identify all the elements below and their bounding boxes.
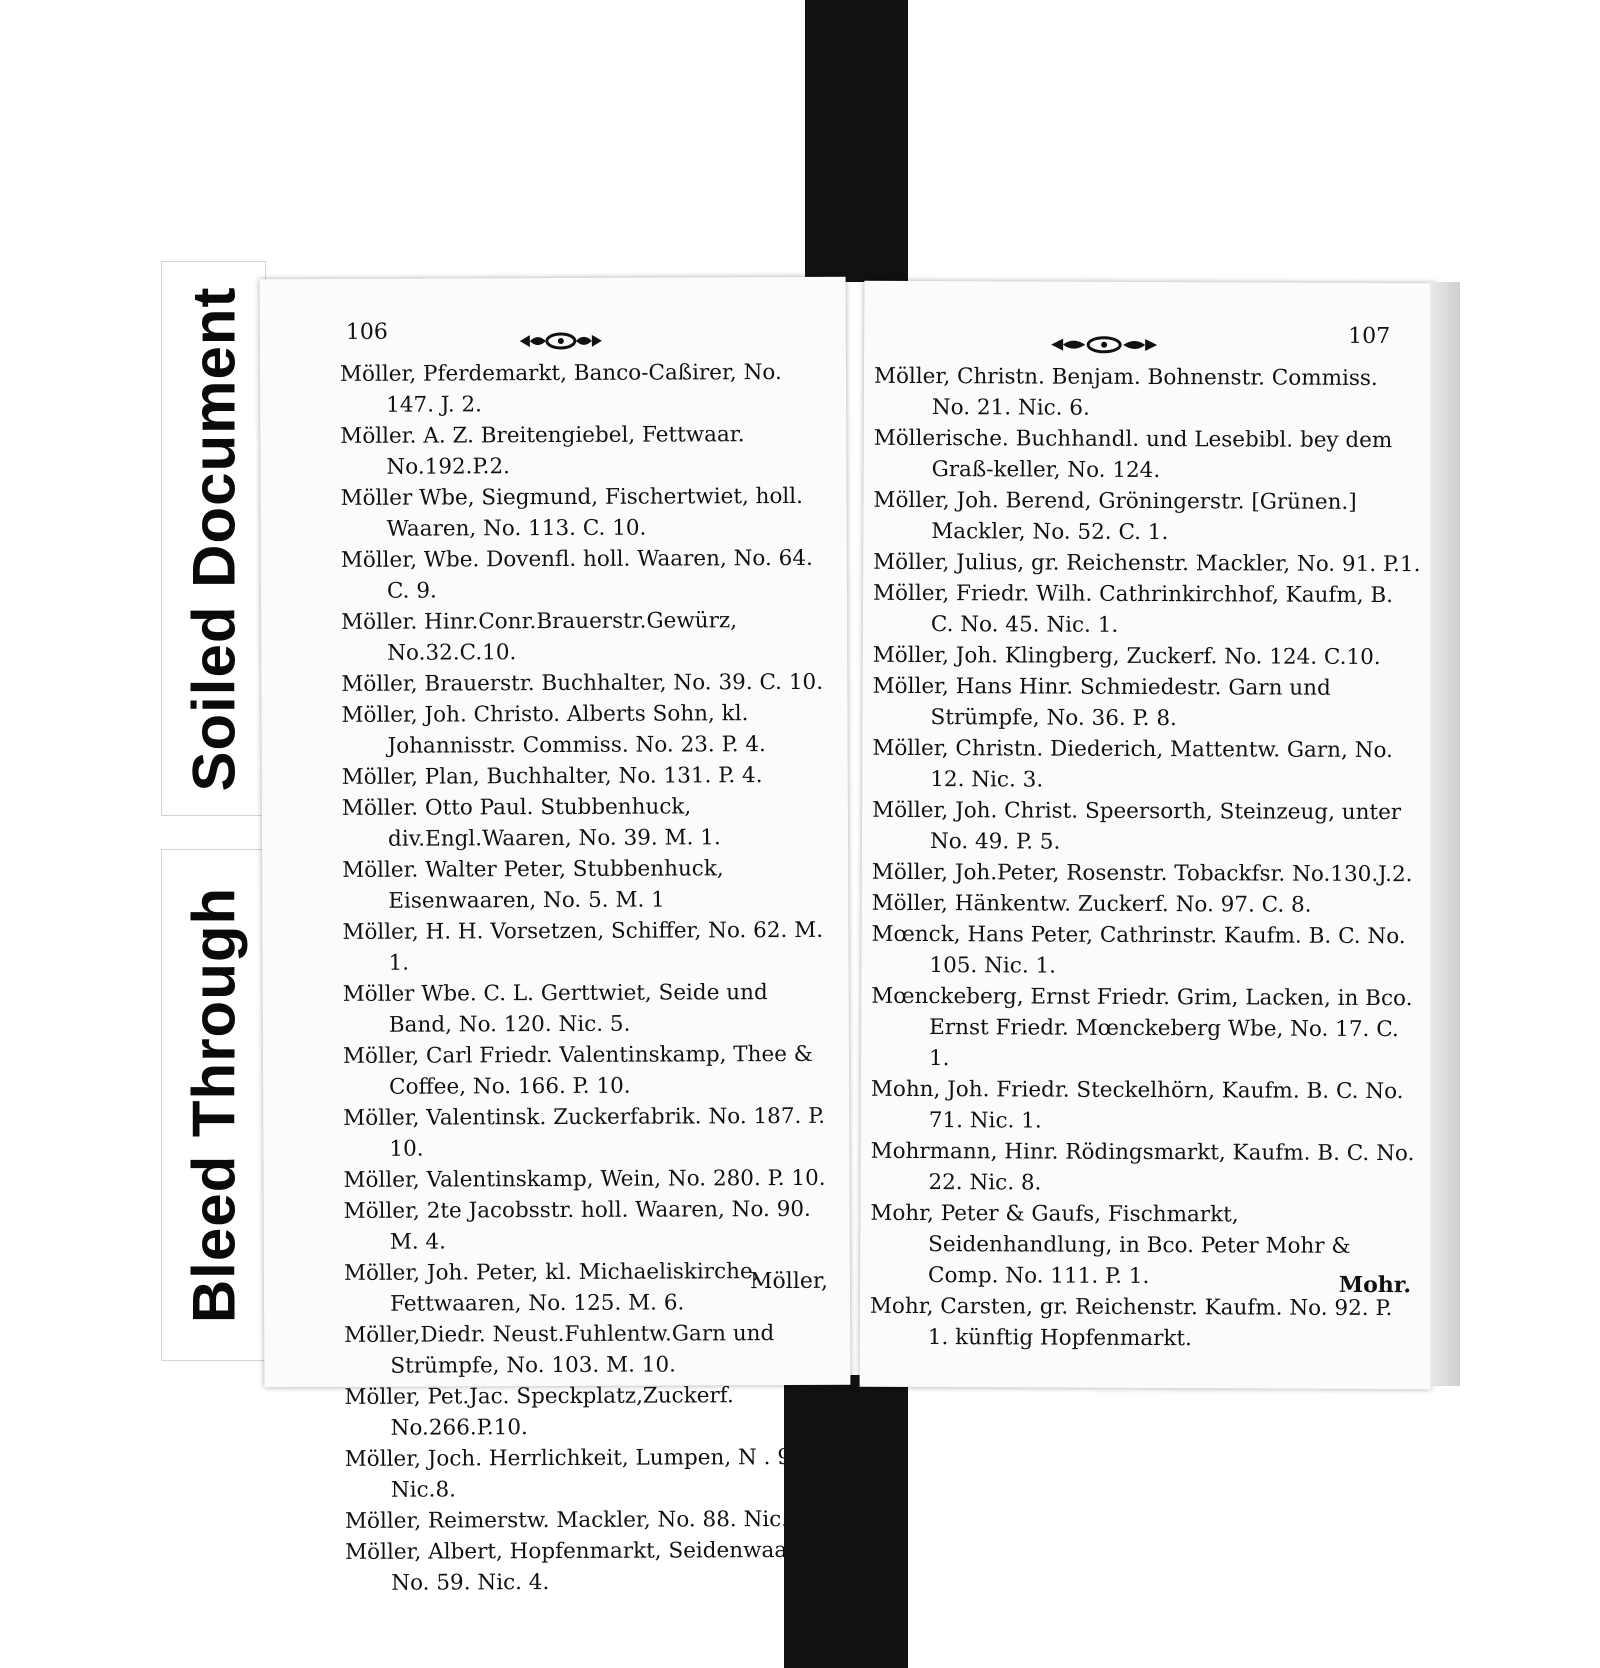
directory-entry: Möller. Hinr.Conr.Brauerstr.Gewürz, No.32.C.10. [341,608,738,666]
right-page [860,281,1436,1389]
page-edge [1430,282,1460,1386]
directory-entry: Möller, Reimerstw. Mackler, No. 88. Nic. 1. [344,1506,816,1534]
directory-entry: Möllerische. Buchhandl. und Lesebibl. bey dem Graß-keller, No. 124. [873,425,1393,484]
directory-entry: Möller, Brauerstr. Buchhalter, No. 39. C. 10. [341,669,824,697]
directory-entry: Möller, Pet.Jac. Speckplatz,Zuckerf. No.266.P.10. [344,1383,734,1441]
directory-entry: Mohr, Carsten, gr. Reichenstr. Kaufm. No. 92. P. 1. künftig Hopfenmarkt. [869,1293,1393,1352]
directory-entry: Möller. A. Z. Breitengiebel, Fettwaar. No.192.P.2. [340,422,745,480]
book-spine-top [805,0,908,282]
page-header [864,319,1435,353]
bleed-through-label [162,850,265,1360]
directory-entry: Möller, Hans Hinr. Schmiedestr. Garn und Strümpfe, No. 36. P. 8. [872,673,1331,732]
directory-entry: Mohr, Peter & Gaufs, Fischmarkt, Seidenhandlung, in Bco. Peter Mohr & Comp. No. 111. P. 1. [870,1200,1351,1290]
soiled-document-text: Soiled Document [180,285,247,792]
entry-list [870,361,1422,1355]
directory-entry: Möller, Joh. Peter, kl. Michaeliskirche, Fettwaaren, No. 125. M. 6. [343,1259,760,1317]
directory-entry: Möller, Christn. Benjam. Bohnenstr. Commiss. No. 21. Nic. 6. [873,363,1378,421]
page-number: 106 [345,319,388,345]
ornament-icon [1049,332,1159,363]
directory-entry: Möller, Wbe. Dovenfl. holl. Waaren, No. 64. C. 9. [340,545,813,604]
directory-entry: Möller, Valentinskamp, Wein, No. 280. P. 10. [343,1165,826,1193]
directory-entry: Möller, Joch. Herrlichkeit, Lumpen, N . 92. Nic.8. [344,1444,812,1503]
directory-entry: Möller, Julius, gr. Reichenstr. Mackler, No. 91. P.1. [873,549,1421,578]
directory-entry: Möller. Otto Paul. Stubbenhuck, div.Engl.Waaren, No. 39. M. 1. [341,794,721,852]
directory-entry: Mohn, Joh. Friedr. Steckelhörn, Kaufm. B. C. No. 71. Nic. 1. [870,1076,1404,1134]
page-header [260,315,846,350]
directory-entry: Mœnck, Hans Peter, Cathrinstr. Kaufm. B. C. No. 105. Nic. 1. [871,921,1406,979]
directory-entry: Möller, Joh. Christo. Alberts Sohn, kl. Johannisstr. Commiss. No. 23. P. 4. [341,701,766,759]
directory-entry: Möller,Diedr. Neust.Fuhlentw.Garn und Strümpfe, No. 103. M. 10. [344,1321,775,1379]
soiled-document-label [162,262,265,815]
directory-entry: Möller, Albert, Hopfenmarkt, Seidenwaaren, No. 59. Nic. 4. [345,1537,831,1596]
directory-entry: Möller, Pferdemarkt, Banco-Caßirer, No. 147. J. 2. [339,360,782,418]
bleed-through-text: Bleed Through [180,886,247,1324]
ornament-icon [518,328,604,359]
directory-entry: Möller, Joh.Peter, Rosenstr. Tobackfsr. No.130.J.2. [871,859,1413,888]
directory-entry: Mœnckeberg, Ernst Friedr. Grim, Lacken, in Bco. Ernst Friedr. Mœnckeberg Wbe, No. 17. C. 1. [871,983,1413,1072]
left-page [260,277,851,1596]
catchword: Möller, [749,1268,829,1295]
directory-entry: Möller, Joh. Berend, Gröningerstr. [Grünen.] Mackler, No. 52. C. 1. [873,487,1357,546]
directory-entry: Möller, Plan, Buchhalter, No. 131. P. 4. [341,763,763,790]
catchword: Mohr. [1338,1271,1412,1299]
directory-entry: Mohrmann, Hinr. Rödingsmarkt, Kaufm. B. C. No. 22. Nic. 8. [870,1138,1415,1196]
directory-entry: Möller, Joh. Christ. Speersorth, Steinzeug, unter No. 49. P. 5. [872,797,1402,855]
directory-entry: Möller, H. H. Vorsetzen, Schiffer, No. 62. M. 1. [342,917,824,976]
directory-entry: Möller Wbe. C. L. Gerttwiet, Seide und Band, No. 120. Nic. 5. [342,980,768,1038]
directory-entry: Möller, Carl Friedr. Valentinskamp, Thee & Coffee, No. 166. P. 10. [342,1041,813,1100]
directory-entry: Möller, Joh. Klingberg, Zuckerf. No. 124. C.10. [872,642,1381,671]
entry-list [340,357,835,1599]
directory-entry: Möller, Valentinsk. Zuckerfabrik. No. 187. P. 10. [343,1103,826,1162]
directory-entry: Möller, Christn. Diederich, Mattentw. Garn, No. 12. Nic. 3. [872,735,1393,793]
directory-entry: Möller, 2te Jacobsstr. holl. Waaren, No. 90. M. 4. [343,1196,811,1255]
page-number: 107 [1348,323,1391,350]
directory-entry: Möller. Walter Peter, Stubbenhuck, Eisenwaaren, No. 5. M. 1 [342,856,724,914]
directory-entry: Möller, Friedr. Wilh. Cathrinkirchhof, Kaufm, B. C. No. 45. Nic. 1. [872,580,1394,638]
directory-entry: Möller Wbe, Siegmund, Fischertwiet, holl. Waaren, No. 113. C. 10. [340,483,804,542]
directory-entry: Möller, Hänkentw. Zuckerf. No. 97. C. 8. [871,890,1312,918]
